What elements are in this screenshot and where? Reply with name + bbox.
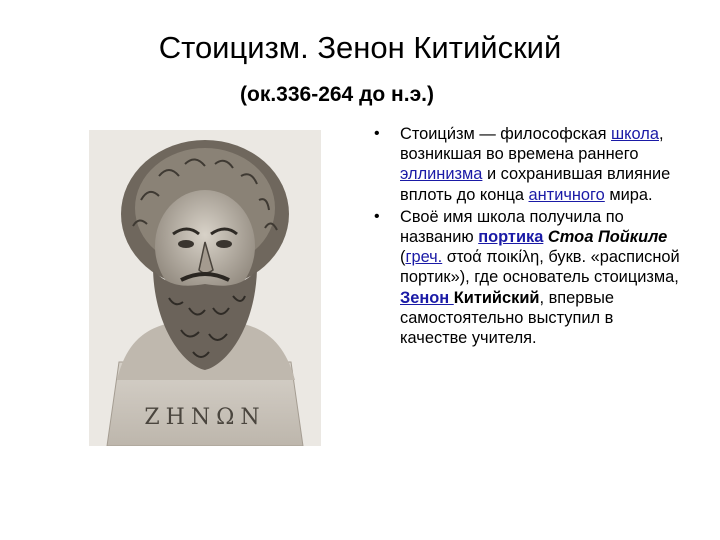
portrait-image [89,130,321,446]
link-school[interactable]: школа [611,125,659,143]
bullet-list [372,124,684,348]
link-antiquity[interactable]: античного [528,185,605,204]
bullet-text: , возникшая во времена раннего [400,125,664,164]
link-hellenism[interactable]: эллинизма [400,165,483,184]
bullet-icon: • [374,125,380,142]
bullet-item-stoicism [372,124,684,205]
bust-inscription: ZΗΝΩΝ [144,405,266,430]
bullet-text: ( [400,248,406,267]
term-stoicism: Стоици́зм [400,125,475,143]
bullet-text: Своё имя школа получила по названию [400,207,624,247]
bullet-text: — философская [474,125,612,143]
bullet-text: и сохранившая влияние вплоть до конца [400,165,671,204]
text-content [372,124,684,350]
bullet-text: мира. [604,185,653,204]
bullet-text: , впервые самостоятельно выступил в качестве учителя. [400,288,615,348]
bullet-item-name-origin [372,207,684,348]
kitiysky-term: Китийский [453,288,540,307]
bullet-icon: • [374,207,380,225]
bullet-text: στοά ποικίλη, букв. «расписной портик»), где основатель стоицизма, [400,248,680,287]
bust-illustration [89,130,321,446]
link-portico[interactable]: портика [478,228,544,247]
slide-title: Стоицизм. Зенон Китийский [158,30,562,65]
slide-subtitle: (ок.336-264 до н.э.) [240,83,435,106]
link-zeno[interactable]: Зенон [400,288,454,307]
stoa-poikile-term: Стоа Пойкиле [547,228,668,247]
link-greek[interactable]: греч. [405,248,443,267]
